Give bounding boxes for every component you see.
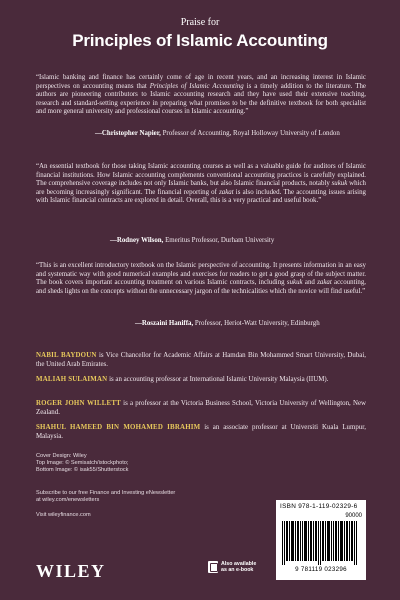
price-code: 90000 — [345, 513, 362, 519]
quote-attribution-haniffa — [135, 320, 320, 329]
quote-affiliation: Professor, Heriot-Watt University, Edinburgh — [193, 320, 320, 327]
credit-line: Top Image: © Semisatch/istockphoto; — [36, 460, 129, 467]
quote-napier — [36, 74, 366, 126]
newsletter-line: Subscribe to our free Finance and Investing eNewsletter — [36, 490, 176, 496]
ebook-line: Also available — [221, 561, 257, 567]
quote-author: —Rodney Wilson, — [110, 237, 164, 244]
quote-term-italic: sukuk — [331, 180, 348, 188]
author-bio — [36, 424, 366, 441]
website-note: Visit wileyfinance.com — [36, 512, 91, 518]
ebook-note — [221, 561, 271, 573]
quote-wilson — [36, 163, 366, 233]
quote-affiliation: Emeritus Professor, Durham University — [163, 237, 275, 244]
credit-line: Cover Design: Wiley — [36, 453, 87, 459]
quote-attribution-napier — [95, 130, 340, 139]
quote-text: and — [302, 279, 318, 287]
newsletter-note — [36, 490, 206, 504]
quote-attribution-wilson — [110, 237, 274, 246]
author-bio — [36, 376, 366, 385]
barcode-area — [276, 500, 366, 580]
image-credits — [36, 453, 186, 475]
book-title: Principles of Islamic Accounting — [72, 31, 328, 50]
author-description: is Vice Chancellor for Academic Affairs at Hamdan Bin Mohammed Smart University, Dubai, the United Arab Emirates. — [36, 352, 366, 368]
author-bio — [36, 400, 366, 417]
quote-text: is also included. The accounting issues arising with Islamic financial contracts are explored in detail. Overall, this is a very practical and useful book.” — [36, 188, 366, 205]
author-name: ROGER JOHN WILLETT — [36, 400, 121, 407]
quote-term-italic: sukuk — [286, 279, 303, 287]
quote-text: “This is an excellent introductory textbook on the Islamic perspective of accounting. It presents information in an easy and systematic way with good numerical examples and exercises for readers to get a good grasp of the subject matter. The book covers important accounting treatment on various Islamic contracts, including — [36, 262, 366, 287]
author-description: is an associate professor at Universiti Kuala Lumpur, Malaysia. — [36, 424, 366, 440]
newsletter-line: at wiley.com/enewsletters — [36, 497, 100, 504]
quote-text: is a timely addition to the literature. The authors are pioneering contributors to Islamic accounting research and they have used their extensive teaching, research and standard-setting experience in preparing what promises to be the definitive textbook for both specialist and more general university and professional courses in Islamic accounting.” — [36, 82, 366, 116]
quote-haniffa — [36, 262, 366, 314]
barcode-icon — [282, 521, 360, 565]
author-description: is an accounting professor at International Islamic University Malaysia (IIUM). — [107, 376, 329, 383]
author-bio — [36, 352, 366, 369]
quote-affiliation: Professor of Accounting, Royal Holloway University of London — [160, 130, 340, 137]
ebook-line: as an e-book — [221, 567, 254, 574]
quote-text: accounting, and sheds lights on the concepts without the unnecessary jargon of the technicalities which the novice will find useful.” — [36, 279, 366, 295]
quote-text: which are becoming increasingly significant. The financial reporting of — [36, 180, 366, 196]
praise-for-label: Praise for — [180, 17, 220, 28]
credit-line: Bottom Image: © isak55/Shutterstock — [36, 467, 129, 474]
quote-author: —Christopher Napier, — [95, 130, 161, 137]
author-name: NABIL BAYDOUN — [36, 352, 97, 359]
quote-text: “Islamic banking and finance has certainly come of age in recent years, and an increasing interest in Islamic perspectives on accounting means that — [36, 74, 366, 90]
author-description: is a professor at the Victoria Business School, Victoria University of Wellington, New Zealand. — [36, 400, 366, 416]
quote-title-italic: Principles of Islamic Accounting — [149, 82, 244, 90]
publisher-logo: WILEY — [36, 561, 106, 581]
quote-text: “An essential textbook for those taking Islamic accounting courses as well as a valuable guide for auditors of Islamic financial institutions. How Islamic accounting complements conventional accounting practices is carefully explained. The comprehensive coverage includes not only Islamic banks, but also Islamic financial products, notably — [36, 163, 366, 188]
quote-author: —Roszaini Haniffa, — [135, 320, 194, 327]
quote-term-italic: zakat — [219, 188, 234, 196]
author-name: SHAHUL HAMEED BIN MOHAMED IBRAHIM — [36, 424, 201, 431]
ebook-icon — [208, 561, 218, 573]
barcode-digits: 9 781119 023296 — [295, 566, 347, 573]
author-name: MALIAH SULAIMAN — [36, 376, 108, 383]
quote-term-italic: zakat — [317, 279, 332, 287]
isbn-label: ISBN 978-1-119-02329-6 — [280, 503, 358, 510]
